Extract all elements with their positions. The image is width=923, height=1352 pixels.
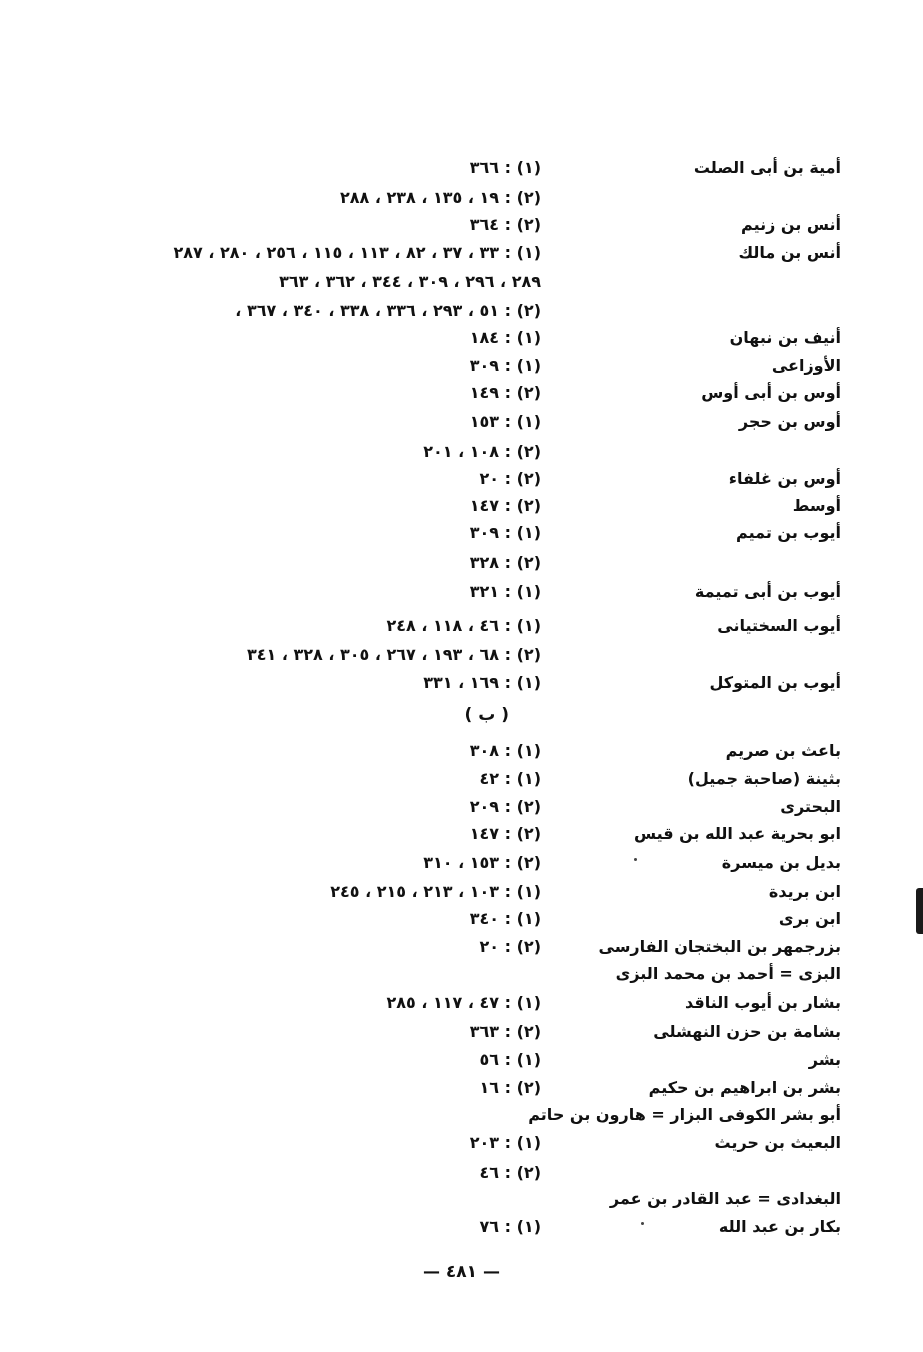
entry-name: البزى = أحمد بن محمد البزى (615, 964, 841, 983)
index-entry (0, 767, 923, 791)
index-entry (0, 580, 923, 604)
entry-references: (١) : ١٨٤ (469, 328, 541, 347)
index-entry (0, 410, 923, 434)
index-entry (0, 991, 923, 1015)
entry-name: أمية بن أبى الصلت (693, 158, 841, 177)
entry-name: أيوب بن أبى تميمة (694, 582, 841, 601)
index-entry (0, 739, 923, 763)
entry-references: (١) : ٣٠٩ (469, 356, 541, 375)
entry-references: (٢) : ١٤٩ (469, 383, 541, 402)
entry-name: أيوب السختيانى (717, 616, 841, 635)
index-entry (0, 1131, 923, 1155)
section-row (0, 703, 923, 727)
entry-references: (١) : ٣٠٩ (469, 523, 541, 542)
entry-references: (٢) : ٢٠٩ (469, 797, 541, 816)
index-entry (0, 270, 923, 294)
entry-name: البعيث بن حريث (714, 1133, 841, 1152)
entry-name: ابن بريدة (768, 882, 841, 901)
entry-references: (١) : ٤٧ ، ١١٧ ، ٢٨٥ (386, 993, 541, 1012)
scan-speck (641, 1222, 644, 1225)
entry-name: أنس بن مالك (738, 243, 841, 262)
entry-name: باعث بن صريم (725, 741, 841, 760)
index-entry (0, 186, 923, 210)
index-entry (0, 213, 923, 237)
entry-references: (١) : ٥٦ (479, 1050, 541, 1069)
scan-edge-mark (916, 888, 923, 934)
entry-references: (١) : ٧٦ (479, 1217, 541, 1236)
entry-references: (١) : ٤٦ ، ١١٨ ، ٢٤٨ (386, 616, 541, 635)
entry-references: (٢) : ١٠٨ ، ٢٠١ (423, 442, 541, 461)
entry-references: (١) : ٣٤٠ (469, 909, 541, 928)
entry-references: (٢) : ١٥٣ ، ٣١٠ (423, 853, 541, 872)
index-entry (0, 671, 923, 695)
index-entry (0, 935, 923, 959)
index-entry (0, 494, 923, 518)
entry-references: (٢) : ٢٠ (479, 469, 541, 488)
index-entry (0, 521, 923, 545)
entry-references: (٢) : ١٤٧ (469, 824, 541, 843)
entry-name: بشر (808, 1050, 841, 1069)
index-entry (0, 354, 923, 378)
entry-references: (١) : ٣٠٨ (469, 741, 541, 760)
entry-name: البحترى (780, 797, 841, 816)
entry-references: (١) : ١٥٣ (469, 412, 541, 431)
index-entry (0, 614, 923, 638)
entry-name: أوس بن أبى أوس (701, 383, 841, 402)
entry-name: ابو بحرية عبد الله بن قيس (633, 824, 841, 843)
index-entry (0, 822, 923, 846)
entry-references: (٢) : ١٩ ، ١٣٥ ، ٢٣٨ ، ٢٨٨ (339, 188, 541, 207)
index-entry (0, 299, 923, 323)
index-entry (0, 156, 923, 180)
index-entry (0, 381, 923, 405)
index-entry (0, 907, 923, 931)
entry-name: أنس بن زنيم (741, 215, 841, 234)
entry-references: (٢) : ١٦ (479, 1078, 541, 1097)
index-entry (0, 1187, 923, 1211)
index-entry (0, 1103, 923, 1127)
index-entry (0, 962, 923, 986)
entry-name: ابن برى (778, 909, 841, 928)
entry-references: (٢) : ٦٨ ، ١٩٣ ، ٢٦٧ ، ٣٠٥ ، ٣٢٨ ، ٣٤١ (246, 645, 541, 664)
entry-name: أوس بن غلفاء (728, 469, 841, 488)
entry-name: بشار بن أيوب الناقد (685, 993, 841, 1012)
entry-references: (١) : ١٠٣ ، ٢١٣ ، ٢١٥ ، ٢٤٥ (330, 882, 541, 901)
entry-name: الأوزاعى (771, 356, 841, 375)
index-entry (0, 1020, 923, 1044)
entry-references: (٢) : ١٤٧ (469, 496, 541, 515)
entry-name: بشامة بن حزن النهشلى (653, 1022, 841, 1041)
entry-references: (١) : ١٦٩ ، ٣٣١ (423, 673, 541, 692)
index-entry (0, 241, 923, 265)
entry-references: (٢) : ٣٢٨ (469, 553, 541, 572)
entry-name: أيوب بن تميم (736, 523, 841, 542)
entry-references: (٢) : ٢٠ (479, 937, 541, 956)
index-entry (0, 880, 923, 904)
index-entry (0, 440, 923, 464)
entry-name: بزرجمهر بن البختجان الفارسى (598, 937, 841, 956)
scan-speck (634, 858, 637, 861)
entry-references: (٢) : ٣٦٤ (469, 215, 541, 234)
entry-references: (٢) : ٣٦٣ (469, 1022, 541, 1041)
index-entry (0, 1215, 923, 1239)
entry-references: (١) : ٣٣ ، ٣٧ ، ٨٢ ، ١١٣ ، ١١٥ ، ٢٥٦ ، ٢٨٠ ، ٢٨٧ (173, 243, 541, 262)
entry-name: البغدادى = عبد القادر بن عمر (609, 1189, 841, 1208)
entry-name: أوس بن حجر (738, 412, 841, 431)
entry-name: بديل بن ميسرة (721, 853, 841, 872)
section-header-ba: ( ب ) (464, 705, 509, 725)
index-entry (0, 551, 923, 575)
entry-references: (٢) : ٤٦ (479, 1163, 541, 1182)
entry-name: بشر بن ابراهيم بن حكيم (648, 1078, 841, 1097)
entry-name: أيوب بن المتوكل (709, 673, 841, 692)
entry-name: أوسط (792, 496, 841, 515)
entry-name: بثينة (صاحبة جميل) (687, 769, 841, 788)
entry-name: بكار بن عبد الله (718, 1217, 841, 1236)
index-entry (0, 1076, 923, 1100)
entry-references: (١) : ٢٠٣ (469, 1133, 541, 1152)
index-entry (0, 851, 923, 875)
index-entry (0, 326, 923, 350)
index-entry (0, 467, 923, 491)
page-number: — ٤٨١ — (423, 1262, 500, 1282)
entry-references: (١) : ٣٦٦ (469, 158, 541, 177)
index-entry (0, 1048, 923, 1072)
entry-references: (١) : ٣٢١ (469, 582, 541, 601)
entry-references: (٢) : ٥١ ، ٢٩٣ ، ٣٣٦ ، ٣٣٨ ، ٣٤٠ ، ٣٦٧ ، (235, 301, 541, 320)
entry-references: (١) : ٤٢ (479, 769, 541, 788)
entry-references: ٢٨٩ ، ٢٩٦ ، ٣٠٩ ، ٣٤٤ ، ٣٦٢ ، ٣٦٣ (279, 272, 541, 291)
index-entry (0, 795, 923, 819)
entry-name: أبو بشر الكوفى البزار = هارون بن حاتم (528, 1105, 841, 1124)
index-entry (0, 643, 923, 667)
index-entry (0, 1161, 923, 1185)
entry-name: أنيف بن نبهان (729, 328, 841, 347)
